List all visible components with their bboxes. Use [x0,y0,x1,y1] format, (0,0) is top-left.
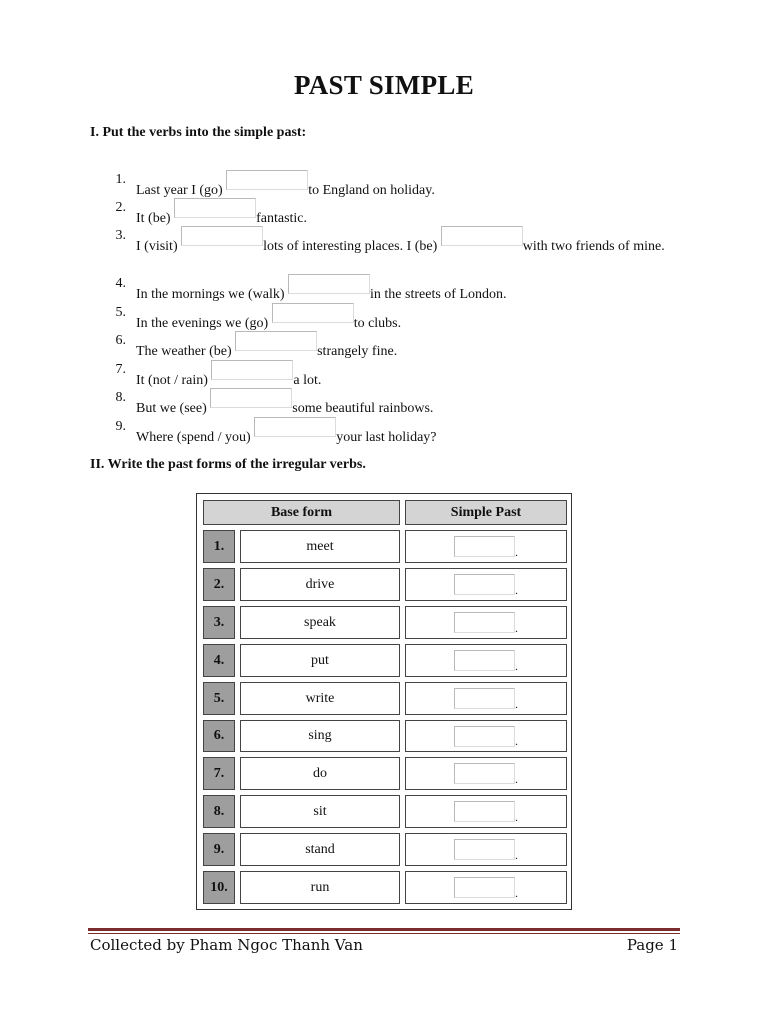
item-text: But we (see) [136,401,207,416]
answer-blank[interactable] [441,226,523,246]
item-text: Where (spend / you) [136,430,251,445]
item-number: 4. [115,276,126,291]
answer-blank[interactable] [454,763,515,784]
item-text: strangely fine. [317,344,398,359]
cell-dot: . [515,697,518,711]
answer-blank[interactable] [454,612,515,633]
simple-past-cell [405,606,567,639]
cell-dot: . [515,734,518,748]
row-number: 1. [203,530,235,563]
item-text: to England on holiday. [308,183,435,198]
cell-dot: . [515,810,518,824]
answer-blank[interactable] [210,388,292,408]
simple-past-cell [405,644,567,677]
item-text: The weather (be) [136,344,232,359]
item-number: 1. [115,172,126,187]
simple-past-cell [405,530,567,563]
item-text: It (not / rain) [136,373,208,388]
cell-dot: . [515,659,518,673]
item-text: a lot. [293,373,322,388]
row-number: 4. [203,644,235,677]
base-form-cell: speak [240,606,400,639]
irregular-verbs-table [196,493,572,910]
base-form-cell: stand [240,833,400,866]
answer-blank[interactable] [454,877,515,898]
cell-dot: . [515,583,518,597]
page-title: PAST SIMPLE [293,70,475,100]
item-text: your last holiday? [336,430,437,445]
simple-past-cell [405,682,567,715]
item-text: fantastic. [256,211,308,226]
base-form-cell: sit [240,795,400,828]
row-number: 7. [203,757,235,790]
answer-blank[interactable] [288,274,370,294]
base-form-cell: meet [240,530,400,563]
item-text: in the streets of London. [370,287,507,302]
item-text: lots of interesting places. I (be) [263,239,438,254]
answer-blank[interactable] [454,574,515,595]
column-header-base-form: Base form [203,500,400,525]
answer-blank[interactable] [211,360,293,380]
item-text: In the evenings we (go) [136,316,269,331]
section-1-heading: I. Put the verbs into the simple past: [90,125,307,140]
answer-blank[interactable] [181,226,263,246]
answer-blank[interactable] [454,536,515,557]
simple-past-cell [405,871,567,904]
answer-blank[interactable] [454,726,515,747]
item-text: to clubs. [353,316,402,331]
base-form-cell: do [240,757,400,790]
answer-blank[interactable] [272,303,354,323]
answer-blank[interactable] [174,198,256,218]
item-number: 5. [115,305,126,320]
item-text: I (visit) [136,239,178,254]
item-number: 6. [115,333,126,348]
cell-dot: . [515,621,518,635]
row-number: 9. [203,833,235,866]
answer-blank[interactable] [454,839,515,860]
simple-past-cell [405,720,567,752]
row-number: 6. [203,720,235,752]
answer-blank[interactable] [254,417,336,437]
cell-dot: . [515,848,518,862]
item-text: It (be) [136,211,171,226]
cell-dot: . [515,886,518,900]
item-number: 3. [115,228,126,243]
simple-past-cell [405,833,567,866]
row-number: 10. [203,871,235,904]
base-form-cell: write [240,682,400,715]
item-number: 9. [115,419,126,434]
simple-past-cell [405,568,567,601]
simple-past-cell [405,795,567,828]
base-form-cell: drive [240,568,400,601]
item-text: with two friends of mine. [522,239,665,254]
cell-dot: . [515,772,518,786]
footer-rule-thin [88,933,680,934]
item-number: 7. [115,362,126,377]
row-number: 2. [203,568,235,601]
row-number: 3. [203,606,235,639]
item-number: 2. [115,200,126,215]
item-number: 8. [115,390,126,405]
base-form-cell: put [240,644,400,677]
simple-past-cell [405,757,567,790]
answer-blank[interactable] [454,650,515,671]
answer-blank[interactable] [226,170,308,190]
row-number: 8. [203,795,235,828]
section-2-heading: II. Write the past forms of the irregular verbs. [90,457,366,472]
footer-author: Collected by Pham Ngoc Thanh Van [90,936,363,954]
item-text: some beautiful rainbows. [292,401,434,416]
base-form-cell: run [240,871,400,904]
page-number: Page 1 [626,936,678,954]
footer-rule [88,928,680,931]
item-text: In the mornings we (walk) [136,287,285,302]
base-form-cell: sing [240,720,400,752]
item-text: Last year I (go) [136,183,223,198]
row-number: 5. [203,682,235,715]
answer-blank[interactable] [235,331,317,351]
answer-blank[interactable] [454,801,515,822]
answer-blank[interactable] [454,688,515,709]
column-header-simple-past: Simple Past [405,500,567,525]
cell-dot: . [515,545,518,559]
